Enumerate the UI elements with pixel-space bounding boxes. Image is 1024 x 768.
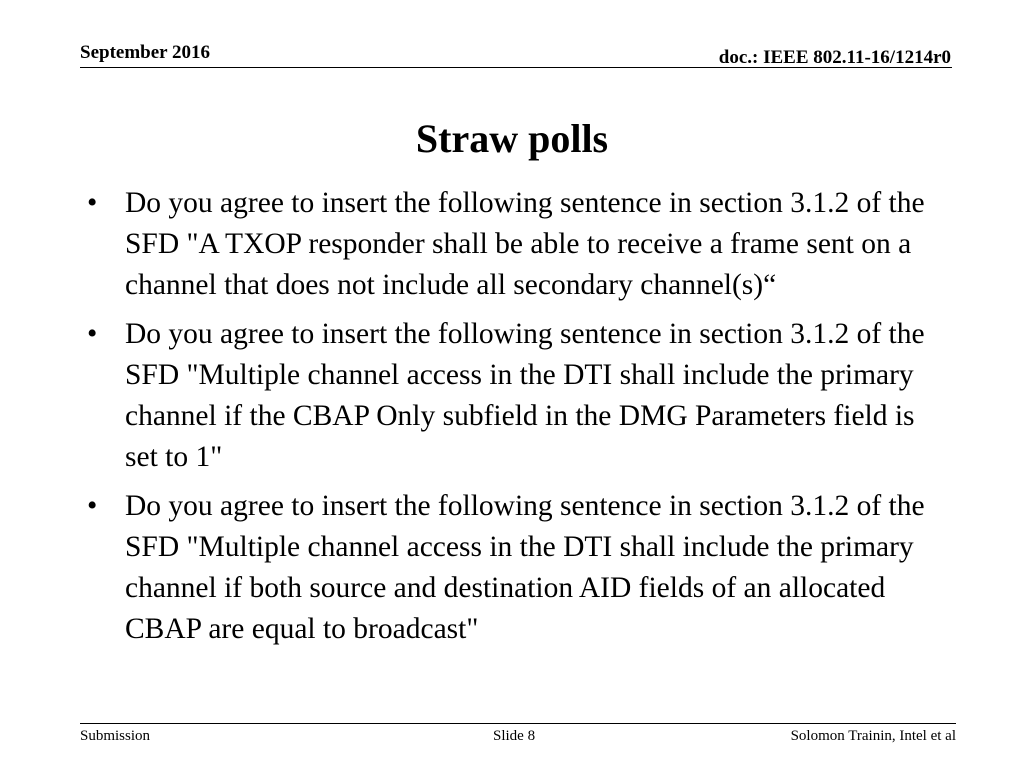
footer-authors: Solomon Trainin, Intel et al bbox=[790, 728, 956, 744]
bullet-text: Do you agree to insert the following sentence in section 3.1.2 of the SFD "A TXOP responder shall be able to receive a frame sent on a channel that does not include all secondary channel(s)“ bbox=[125, 187, 925, 301]
bullet-item bbox=[87, 183, 937, 306]
header-divider bbox=[80, 67, 952, 68]
bullet-item bbox=[87, 314, 937, 478]
header-doc-id: doc.: IEEE 802.11-16/1214r0 bbox=[718, 47, 951, 68]
footer-divider bbox=[80, 723, 956, 724]
bullet-text: Do you agree to insert the following sentence in section 3.1.2 of the SFD "Multiple channel access in the DTI shall include the primary channel if the CBAP Only subfield in the DMG Parameters field is set to 1" bbox=[125, 318, 925, 473]
bullet-text: Do you agree to insert the following sentence in section 3.1.2 of the SFD "Multiple channel access in the DTI shall include the primary channel if both source and destination AID fields of an allocated CBAP are equal to broadcast" bbox=[125, 490, 925, 645]
header-date: September 2016 bbox=[80, 42, 210, 63]
footer-submission: Submission bbox=[80, 728, 151, 744]
bullet-list bbox=[87, 183, 937, 658]
footer-slide-number: Slide 8 bbox=[493, 728, 536, 744]
bullet-item bbox=[87, 486, 937, 650]
bullet-marker: • bbox=[87, 318, 98, 350]
bullet-marker: • bbox=[87, 187, 98, 219]
slide-title: Straw polls bbox=[415, 116, 609, 161]
bullet-marker: • bbox=[87, 490, 98, 522]
